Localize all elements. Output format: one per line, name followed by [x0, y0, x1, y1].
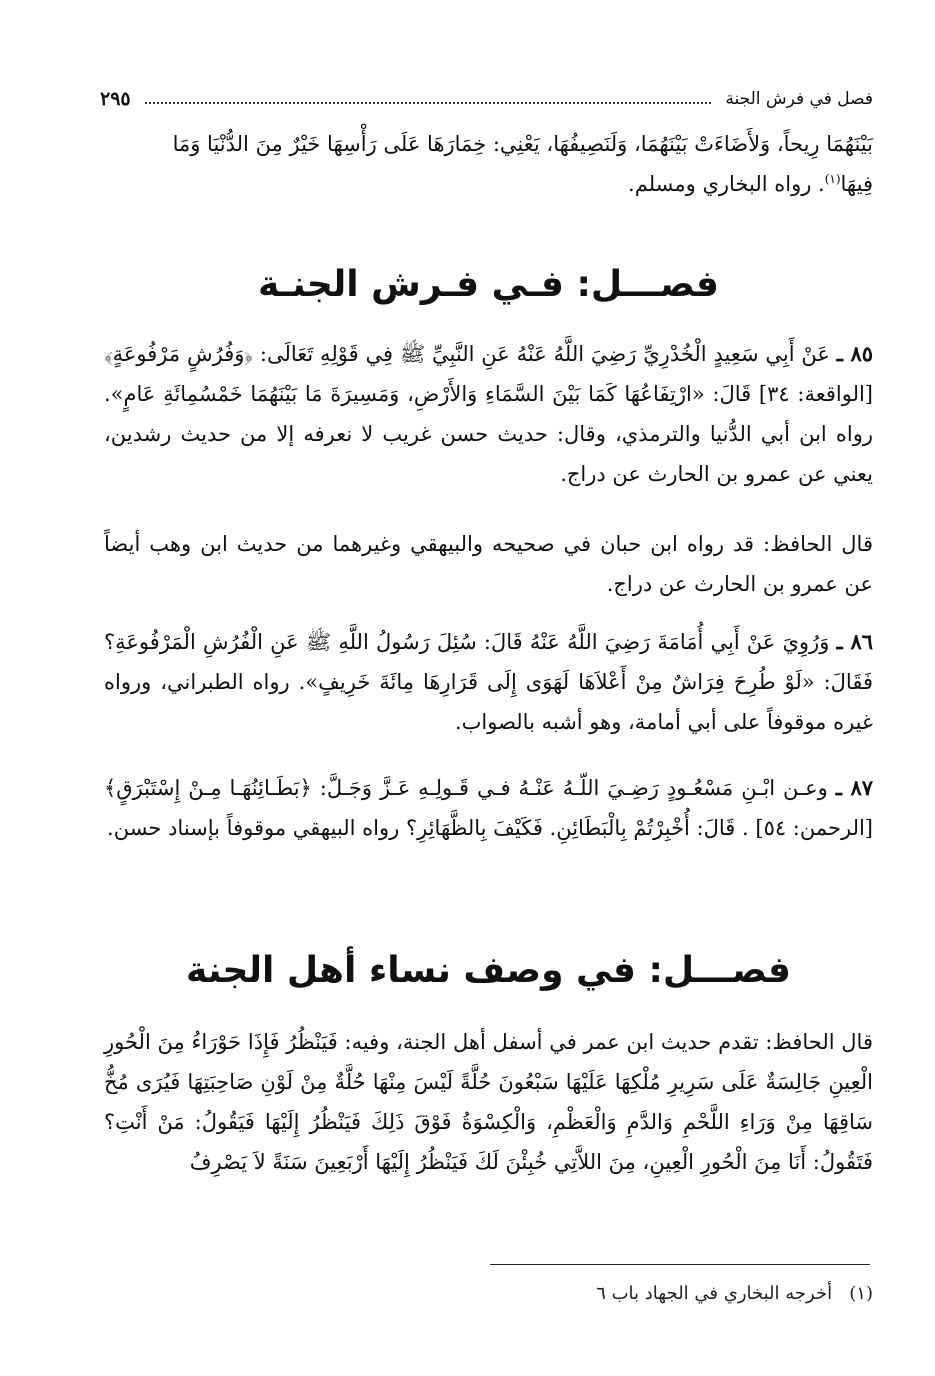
hafiz-note — [104, 524, 873, 604]
page-number: ٢٩٥ — [100, 88, 131, 110]
footnote-number: (١) — [849, 1283, 873, 1304]
women-paragraph — [104, 1022, 873, 1182]
continuation-word: فِيهَا — [840, 172, 873, 196]
continuation-source: . رواه البخاري ومسلم. — [628, 172, 825, 196]
continuation-end — [104, 164, 873, 204]
footnote-marker: (١) — [824, 172, 841, 186]
section-heading-carpets: فصـــل: فـي فـرش الجنـة — [258, 264, 719, 305]
hadith-text: عَنْ أَبِي سَعِيدٍ الْخُدْرِيِّ رَضِيَ اللَّهُ عَنْهُ عَنِ النَّبِيِّ ﷺ فِي قَوْلِهِ تَعَالَى: ﴿وَفُرُشٍ مَرْفُوعَةٍ﴾ [الواقعة: ٣٤] قَالَ: «ارْتِفَاعُهَا كَمَا بَيْنَ السَّمَاءِ وَالأَرْضِ، وَمَسِيرَةَ مَا بَيْنَهُمَا خَمْسُمِائَةِ عَامٍ». رواه ابن أبي الدُّنيا والترمذي، وقال: حديث حسن غريب لا نعرفه إلا من حديث رشدين، يعني عن عمرو بن الحارث عن دراج. — [104, 342, 874, 486]
continuation-line: بَيْنَهُمَا رِيحاً، وَلأَضَاءَتْ بَيْنَهُمَا، وَلَنَصِيفُهَا، يَعْنِي: خِمَارَهَا عَلَى رَأْسِهَا خَيْرٌ مِنَ الدُّنْيَا وَمَا — [172, 132, 873, 156]
footnote-text: أخرجه البخاري في الجهاد باب ٦ — [596, 1283, 833, 1304]
running-title: فصل في فرش الجنة — [725, 89, 873, 109]
hadith-number: ٨٥ ـ — [836, 341, 873, 366]
hadith-number: ٨٦ ـ — [836, 629, 874, 654]
women-paragraph-text: قال الحافظ: تقدم حديث ابن عمر في أسفل أهل الجنة، وفيه: فَيَنْظُرُ فَإِذَا حَوْرَاءُ مِنَ الْحُورِ الْعِينِ جَالِسَةٌ عَلَى سَرِيرِ مُلْكِهَا عَلَيْهَا سَبْعُونَ حُلَّةً لَيْسَ مِنْهَا حُلَّةٌ مِنْ لَوْنِ صَاحِبَتِهَا فَيُرَى مُخُّ سَاقِهَا مِنْ وَرَاءِ اللَّحْمِ وَالدَّمِ وَالْعَظْمِ، وَالْكِسْوَةُ فَوْقَ ذَلِكَ فَيَنْظُرُ إِلَيْهَا فَيَقُولُ: مَنْ أَنْتِ؟ فَتَقُولُ: أَنَا مِنَ الْحُورِ الْعِينِ، مِنَ اللاَّتِي خُبِئْنَ لَكَ فَيَنْظُرُ إِلَيْهَا أَرْبَعِينَ سَنَةً لاَ يَصْرِفُ — [104, 1030, 873, 1174]
hadith-text: وعـن ابْـنِ مَسْعُـودٍ رَضِـيَ اللّـهُ عَنْـهُ فـي قَـولِـهِ عَـزَّ وَجَـلَّ: ﴿بَطَـائِنُهَـا مِـنْ إِسْتَبْرَقٍ﴾[الرحمن: ٥٤] . قَالَ: أُخْبِرْتُمْ بِالْبَطَائِنِ. فَكَيْفَ بِالظَّهَائِرِ؟ رواه البيهقي موقوفاً بإسناد حسن. — [104, 776, 873, 840]
hadith-text: وَرُوِيَ عَنْ أَبِي أُمَامَةَ رَضِيَ اللَّهُ عَنْهُ قَالَ: سُئِلَ رَسُولُ اللَّهِ ﷺ عَنِ الْفُرُشِ الْمَرْفُوعَةِ؟ فَقَالَ: «لَوْ طُرِحَ فِرَاشٌ مِنْ أَعْلاَهَا لَهَوَى إِلَى قَرَارِهَا مِائَةَ خَرِيفٍ». رواه الطبراني، ورواه غيره موقوفاً على أبي أمامة، وهو أشبه بالصواب. — [104, 630, 873, 734]
continuation-paragraph — [104, 124, 873, 204]
footnote — [400, 1280, 873, 1308]
hadith-number: ٨٧ ـ — [835, 775, 873, 800]
footnote-rule — [490, 1264, 870, 1265]
hadith-87 — [104, 768, 873, 848]
hadith-86 — [104, 622, 873, 742]
section-heading-women: فصـــل: في وصف نساء أهل الجنة — [185, 950, 792, 991]
leader-dots — [145, 102, 712, 104]
hafiz-note-text: قال الحافظ: قد رواه ابن حبان في صحيحه والبيهقي وغيرهما من حديث ابن وهب أيضاً عن عمرو بن الحارث عن دراج. — [104, 532, 873, 596]
hadith-85 — [104, 334, 873, 494]
running-header — [100, 84, 873, 114]
